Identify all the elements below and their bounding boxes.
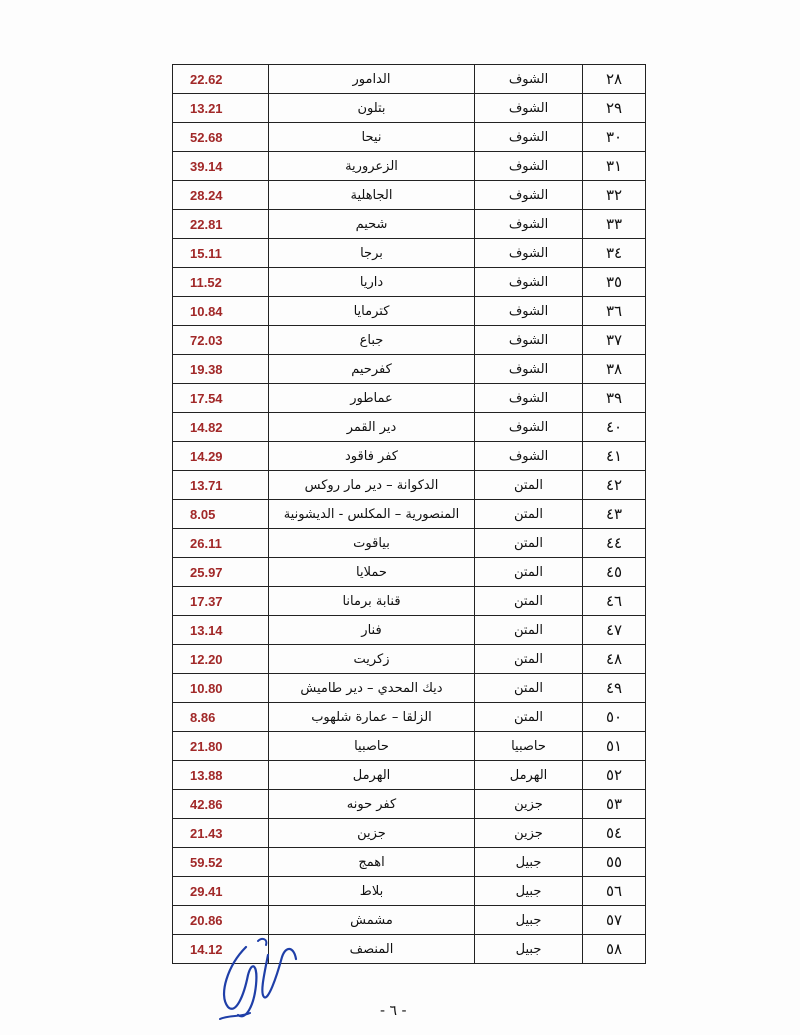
data-table-container: [172, 64, 624, 964]
district-cell: الشوف: [475, 123, 583, 152]
handwritten-signature: [198, 935, 308, 1025]
district-cell: المتن: [475, 529, 583, 558]
village-cell: الدامور: [269, 65, 475, 94]
village-cell: دير القمر: [269, 413, 475, 442]
district-cell: المتن: [475, 500, 583, 529]
village-cell: كفرحيم: [269, 355, 475, 384]
data-table-body: [173, 65, 646, 964]
district-cell: الشوف: [475, 384, 583, 413]
data-table: [172, 64, 646, 964]
value-cell: 13.71: [173, 471, 269, 500]
district-cell: الشوف: [475, 442, 583, 471]
value-cell: 72.03: [173, 326, 269, 355]
village-cell: عماطور: [269, 384, 475, 413]
row-number-cell: ٤٩: [583, 674, 646, 703]
row-number-cell: ٢٨: [583, 65, 646, 94]
table-row: [173, 732, 646, 761]
row-number-cell: ٥٥: [583, 848, 646, 877]
village-cell: داريا: [269, 268, 475, 297]
village-cell: المنصف: [269, 935, 475, 964]
district-cell: الشوف: [475, 355, 583, 384]
row-number-cell: ٥٠: [583, 703, 646, 732]
village-cell: نيحا: [269, 123, 475, 152]
value-cell: 17.37: [173, 587, 269, 616]
row-number-cell: ٣٣: [583, 210, 646, 239]
value-cell: 14.82: [173, 413, 269, 442]
village-cell: برجا: [269, 239, 475, 268]
value-cell: 22.62: [173, 65, 269, 94]
village-cell: الجاهلية: [269, 181, 475, 210]
table-row: [173, 65, 646, 94]
row-number-cell: ٤٦: [583, 587, 646, 616]
village-cell: جزين: [269, 819, 475, 848]
table-row: [173, 152, 646, 181]
district-cell: المتن: [475, 558, 583, 587]
table-row: [173, 587, 646, 616]
row-number-cell: ٤٠: [583, 413, 646, 442]
table-row: [173, 529, 646, 558]
value-cell: 14.12: [173, 935, 269, 964]
district-cell: الهرمل: [475, 761, 583, 790]
table-row: [173, 471, 646, 500]
table-row: [173, 558, 646, 587]
village-cell: قنابة برمانا: [269, 587, 475, 616]
village-cell: كفر فاقود: [269, 442, 475, 471]
table-row: [173, 297, 646, 326]
row-number-cell: ٣٠: [583, 123, 646, 152]
village-cell: كترمايا: [269, 297, 475, 326]
village-cell: زكريت: [269, 645, 475, 674]
village-cell: بياقوت: [269, 529, 475, 558]
table-row: [173, 384, 646, 413]
district-cell: جبيل: [475, 935, 583, 964]
value-cell: 22.81: [173, 210, 269, 239]
row-number-cell: ٣٢: [583, 181, 646, 210]
value-cell: 52.68: [173, 123, 269, 152]
district-cell: المتن: [475, 587, 583, 616]
value-cell: 39.14: [173, 152, 269, 181]
table-row: [173, 674, 646, 703]
value-cell: 26.11: [173, 529, 269, 558]
table-row: [173, 413, 646, 442]
value-cell: 8.05: [173, 500, 269, 529]
village-cell: الزلقا – عمارة شلهوب: [269, 703, 475, 732]
district-cell: الشوف: [475, 413, 583, 442]
row-number-cell: ٥٨: [583, 935, 646, 964]
table-row: [173, 877, 646, 906]
row-number-cell: ٥٣: [583, 790, 646, 819]
value-cell: 29.41: [173, 877, 269, 906]
row-number-cell: ٤٤: [583, 529, 646, 558]
district-cell: الشوف: [475, 239, 583, 268]
value-cell: 59.52: [173, 848, 269, 877]
value-cell: 14.29: [173, 442, 269, 471]
village-cell: المنصورية – المكلس - الديشونية: [269, 500, 475, 529]
table-row: [173, 790, 646, 819]
village-cell: مشمش: [269, 906, 475, 935]
value-cell: 10.80: [173, 674, 269, 703]
village-cell: بتلون: [269, 94, 475, 123]
table-row: [173, 645, 646, 674]
village-cell: حاصبيا: [269, 732, 475, 761]
district-cell: جبيل: [475, 877, 583, 906]
table-row: [173, 703, 646, 732]
table-row: [173, 906, 646, 935]
value-cell: 12.20: [173, 645, 269, 674]
village-cell: الهرمل: [269, 761, 475, 790]
district-cell: جزين: [475, 819, 583, 848]
value-cell: 25.97: [173, 558, 269, 587]
row-number-cell: ٤٧: [583, 616, 646, 645]
district-cell: الشوف: [475, 210, 583, 239]
village-cell: ديك المحدي – دير طاميش: [269, 674, 475, 703]
row-number-cell: ٢٩: [583, 94, 646, 123]
table-row: [173, 94, 646, 123]
value-cell: 13.21: [173, 94, 269, 123]
row-number-cell: ٥٢: [583, 761, 646, 790]
table-row: [173, 848, 646, 877]
table-row: [173, 355, 646, 384]
district-cell: جبيل: [475, 848, 583, 877]
village-cell: اهمج: [269, 848, 475, 877]
row-number-cell: ٥٧: [583, 906, 646, 935]
table-row: [173, 616, 646, 645]
row-number-cell: ٣٥: [583, 268, 646, 297]
district-cell: المتن: [475, 674, 583, 703]
value-cell: 8.86: [173, 703, 269, 732]
row-number-cell: ٥١: [583, 732, 646, 761]
row-number-cell: ٣٤: [583, 239, 646, 268]
table-row: [173, 210, 646, 239]
row-number-cell: ٣٨: [583, 355, 646, 384]
district-cell: الشوف: [475, 94, 583, 123]
district-cell: جبيل: [475, 906, 583, 935]
row-number-cell: ٣٦: [583, 297, 646, 326]
district-cell: الشوف: [475, 326, 583, 355]
table-row: [173, 181, 646, 210]
row-number-cell: ٣٧: [583, 326, 646, 355]
village-cell: الدكوانة – دير مار روكس: [269, 471, 475, 500]
district-cell: الشوف: [475, 181, 583, 210]
row-number-cell: ٤٥: [583, 558, 646, 587]
value-cell: 13.88: [173, 761, 269, 790]
village-cell: كفر حونه: [269, 790, 475, 819]
village-cell: جباع: [269, 326, 475, 355]
district-cell: الشوف: [475, 65, 583, 94]
table-row: [173, 761, 646, 790]
district-cell: الشوف: [475, 297, 583, 326]
value-cell: 20.86: [173, 906, 269, 935]
table-row: [173, 442, 646, 471]
table-row: [173, 500, 646, 529]
district-cell: المتن: [475, 645, 583, 674]
value-cell: 15.11: [173, 239, 269, 268]
table-row: [173, 326, 646, 355]
value-cell: 10.84: [173, 297, 269, 326]
table-row: [173, 123, 646, 152]
district-cell: الشوف: [475, 152, 583, 181]
district-cell: المتن: [475, 616, 583, 645]
value-cell: 17.54: [173, 384, 269, 413]
value-cell: 28.24: [173, 181, 269, 210]
village-cell: فنار: [269, 616, 475, 645]
row-number-cell: ٤٣: [583, 500, 646, 529]
row-number-cell: ٥٦: [583, 877, 646, 906]
village-cell: الزعرورية: [269, 152, 475, 181]
row-number-cell: ٣١: [583, 152, 646, 181]
table-row: [173, 268, 646, 297]
district-cell: المتن: [475, 471, 583, 500]
district-cell: جزين: [475, 790, 583, 819]
district-cell: الشوف: [475, 268, 583, 297]
row-number-cell: ٤٢: [583, 471, 646, 500]
value-cell: 13.14: [173, 616, 269, 645]
village-cell: حملايا: [269, 558, 475, 587]
value-cell: 42.86: [173, 790, 269, 819]
value-cell: 19.38: [173, 355, 269, 384]
row-number-cell: ٥٤: [583, 819, 646, 848]
village-cell: بلاط: [269, 877, 475, 906]
value-cell: 21.80: [173, 732, 269, 761]
district-cell: المتن: [475, 703, 583, 732]
row-number-cell: ٤٨: [583, 645, 646, 674]
value-cell: 11.52: [173, 268, 269, 297]
district-cell: حاصبيا: [475, 732, 583, 761]
row-number-cell: ٤١: [583, 442, 646, 471]
village-cell: شحيم: [269, 210, 475, 239]
table-row: [173, 819, 646, 848]
table-row: [173, 239, 646, 268]
row-number-cell: ٣٩: [583, 384, 646, 413]
value-cell: 21.43: [173, 819, 269, 848]
page-number: - ٦ -: [380, 1003, 407, 1019]
